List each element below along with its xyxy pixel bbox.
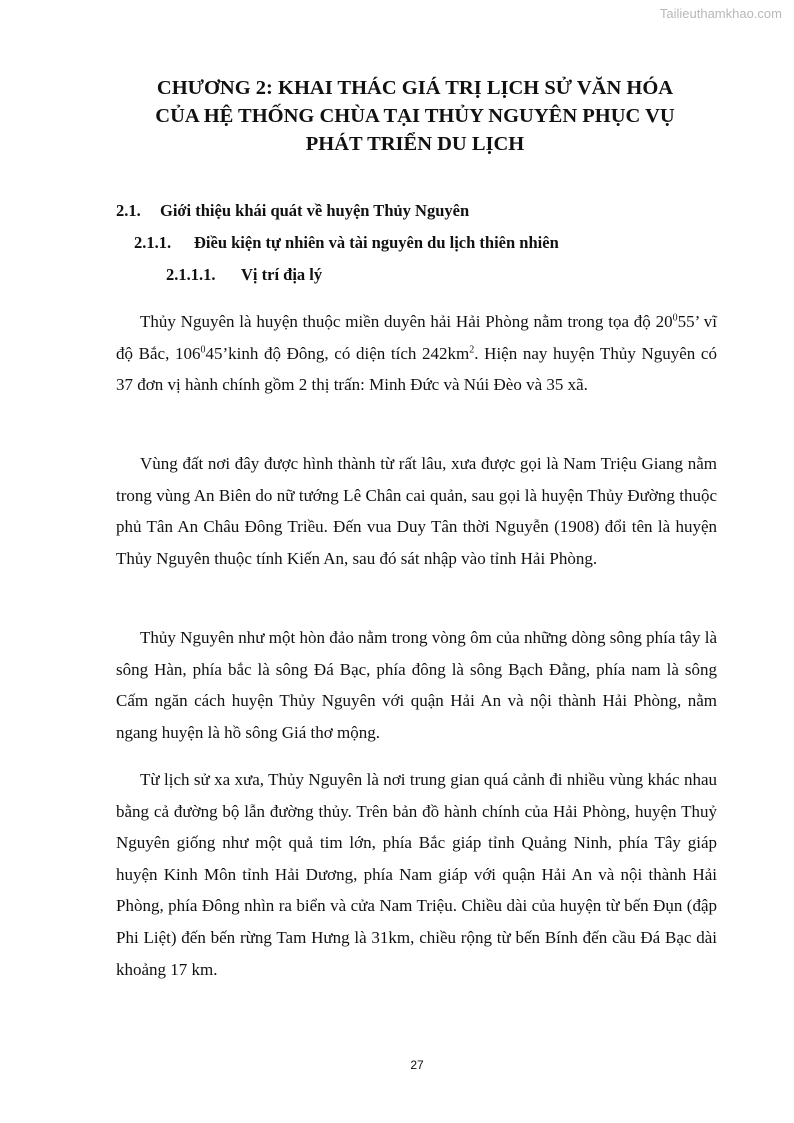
chapter-title-line-1: CHƯƠNG 2: KHAI THÁC GIÁ TRỊ LỊCH SỬ VĂN HÓA bbox=[156, 77, 674, 99]
paragraph-history bbox=[116, 448, 717, 574]
superscript-degree: 0 bbox=[200, 343, 206, 355]
paragraph-text: Từ lịch sử xa xưa, Thủy Nguyên là nơi trung gian quá cảnh đi nhiều vùng khác nhau bằng cả đường bộ lẫn đường thủy. Trên bản đồ hành chính của Hải Phòng, huyện Thuỷ Nguyên giống như một quả tim lớn, phía Bắc giáp tỉnh Quảng Ninh, phía Tây giáp huyện Kinh Môn tỉnh Hải Dương, phía Nam giáp với quận Hải An và nội thành Hải Phòng, phía Đông nhìn ra biển và cửa Nam Triệu. Chiều dài của huyện từ bến Đụn (đập Phi Liệt) đến bến rừng Tam Hưng là 31km, chiều rộng từ bến Bính đến cầu Đá Bạc dài khoảng 17 km. bbox=[116, 770, 717, 979]
section-heading-2-1-1 bbox=[134, 233, 559, 253]
section-title: Giới thiệu khái quát về huyện Thủy Nguyên bbox=[160, 201, 470, 220]
section-number: 2.1.1.1. bbox=[166, 265, 216, 284]
section-heading-2-1-1-1 bbox=[166, 265, 322, 285]
paragraph-rivers bbox=[116, 622, 717, 748]
paragraph-text: Vùng đất nơi đây được hình thành từ rất lâu, xưa được gọi là Nam Triệu Giang nằm trong vùng An Biên do nữ tướng Lê Chân cai quản, sau gọi là huyện Thủy Đường thuộc phủ Tân An Châu Đông Triều. Đến vua Duy Tân thời Nguyễn (1908) đổi tên là huyện Thủy Nguyên thuộc tính Kiến An, sau đó sát nhập vào tỉnh Hải Phòng. bbox=[116, 454, 717, 568]
paragraph-text: Thủy Nguyên là huyện thuộc miền duyên hải Hải Phòng nằm trong tọa độ 20 bbox=[140, 312, 673, 331]
chapter-title bbox=[110, 74, 720, 158]
paragraph-location bbox=[116, 306, 717, 401]
section-title: Vị trí địa lý bbox=[241, 265, 323, 284]
superscript-degree: 0 bbox=[672, 312, 678, 324]
paragraph-text: . Hiện nay huyện Thủy Nguyên có 37 đơn vị hành chính gồm 2 thị trấn: Minh Đức và Núi Đèo và 35 xã. bbox=[116, 343, 717, 395]
paragraph-text: 45’kinh độ Đông, có diện tích 242km bbox=[205, 343, 470, 363]
page-number: 27 bbox=[410, 1058, 424, 1072]
paragraph-text: 55’ vĩ độ Bắc, 106 bbox=[116, 312, 717, 363]
paragraph-borders bbox=[116, 764, 717, 985]
chapter-title-line-2: CỦA HỆ THỐNG CHÙA TẠI THỦY NGUYÊN PHỤC VỤ bbox=[155, 105, 675, 127]
watermark: Tailieuthamkhao.com bbox=[659, 6, 782, 21]
section-title: Điều kiện tự nhiên và tài nguyên du lịch thiên nhiên bbox=[194, 233, 559, 252]
paragraph-text: Thủy Nguyên như một hòn đảo nằm trong vòng ôm của những dòng sông phía tây là sông Hàn, phía bắc là sông Đá Bạc, phía đông là sông Bạch Đằng, phía nam là sông Cấm ngăn cách huyện Thủy Nguyên với quận Hải An và nội thành Hải Phòng, nằm ngang huyện là hồ sông Giá thơ mộng. bbox=[116, 628, 717, 742]
chapter-title-line-3: PHÁT TRIỂN DU LỊCH bbox=[305, 133, 525, 155]
superscript-square: 2 bbox=[469, 343, 475, 355]
section-heading-2-1 bbox=[116, 201, 469, 221]
section-number: 2.1. bbox=[116, 201, 141, 220]
section-number: 2.1.1. bbox=[134, 233, 172, 252]
